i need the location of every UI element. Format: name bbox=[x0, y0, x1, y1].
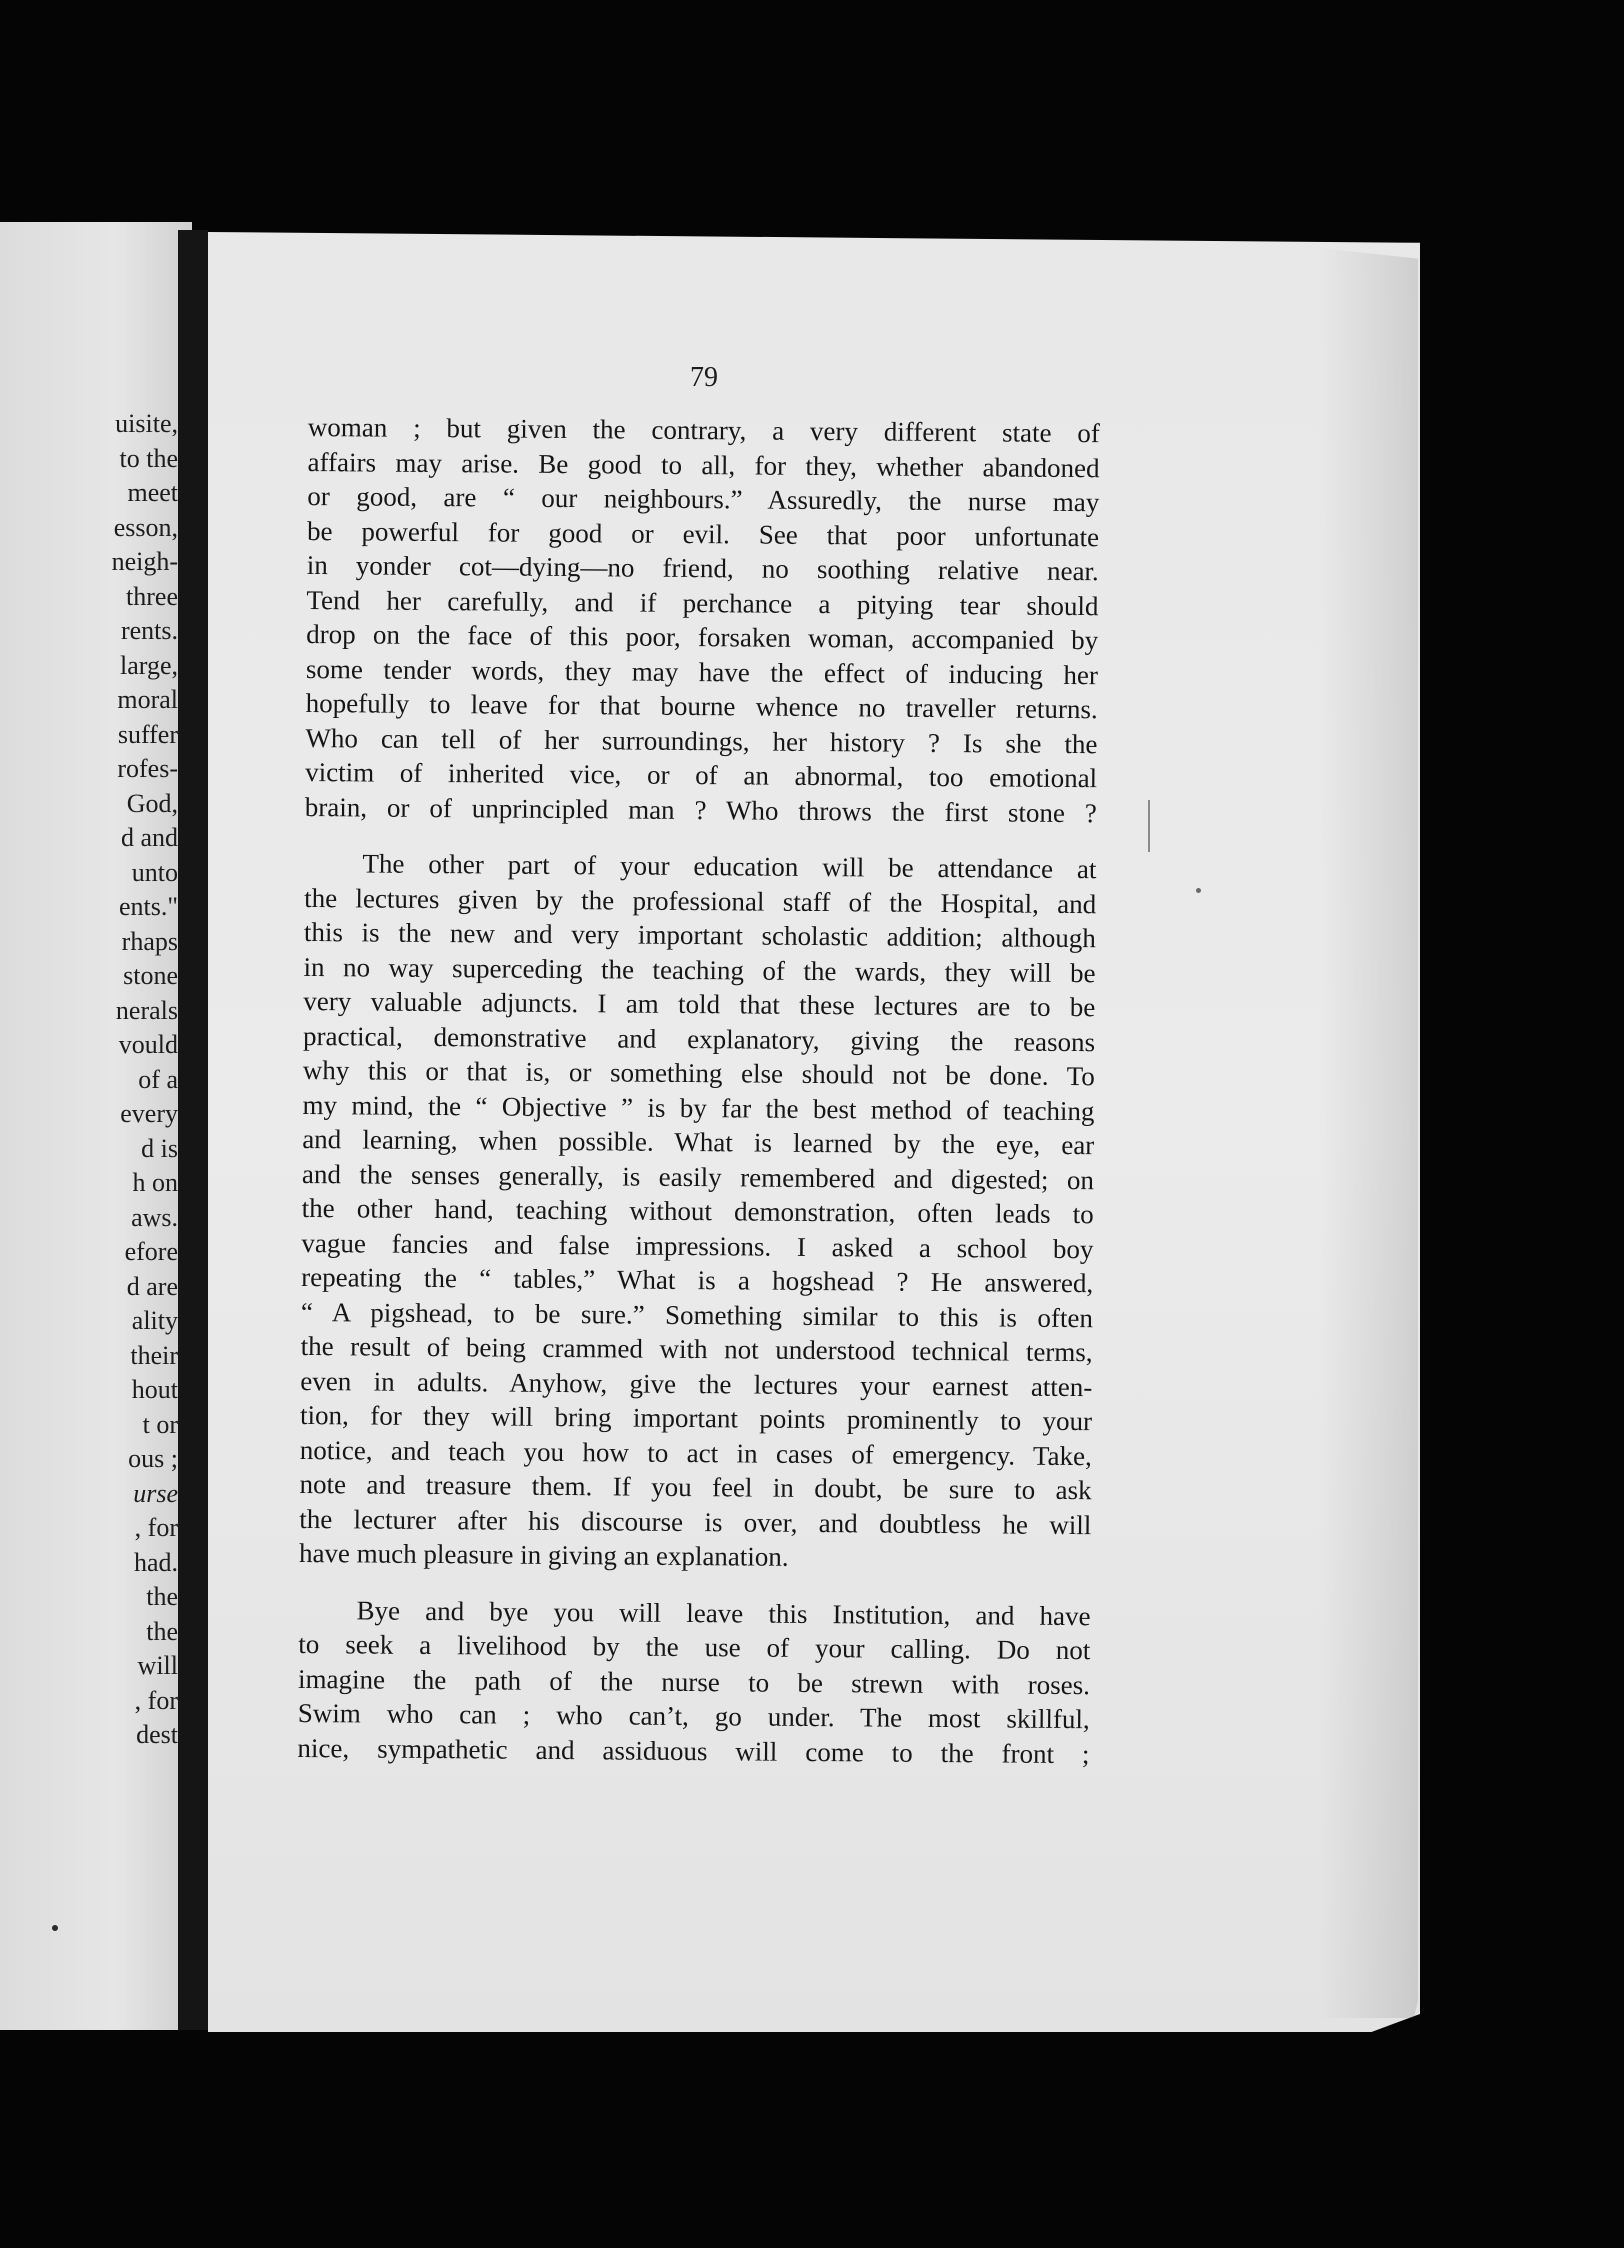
text-line: note and treasure them. If you feel in doubt, be sure to ask bbox=[299, 1468, 1092, 1506]
text-line: repeating the “ tables,” What is a hogshead ? He answered, bbox=[301, 1261, 1094, 1299]
left-fragment: rhaps bbox=[121, 926, 178, 956]
text-line: in yonder cot—dying—no friend, no soothing relative near. bbox=[306, 549, 1099, 587]
text-line: some tender words, they may have the effect of inducing her bbox=[305, 653, 1099, 690]
left-fragment: neigh- bbox=[111, 547, 178, 576]
text-line: why this or that is, or something else should not be done. To bbox=[302, 1054, 1095, 1092]
left-fragment: rents. bbox=[120, 616, 178, 645]
left-fragment: uisite, bbox=[115, 409, 178, 438]
text-line: this is the new and very important scholastic addition; although bbox=[303, 916, 1096, 954]
left-fragment: vould bbox=[118, 1030, 178, 1059]
text-line: tion, for they will bring important points prominently to your bbox=[299, 1399, 1093, 1437]
left-fragment: ents." bbox=[119, 892, 178, 921]
text-line: even in adults. Anyhow, give the lectures your earnest atten- bbox=[300, 1365, 1093, 1402]
text-line: victim of inherited vice, or of an abnormal, too emotional bbox=[305, 756, 1098, 794]
page-edge-shadow bbox=[1318, 248, 1418, 2018]
left-fragment: d are bbox=[126, 1271, 178, 1301]
text-line: vague fancies and false impressions. I asked a school boy bbox=[301, 1227, 1094, 1264]
left-facing-page bbox=[0, 222, 192, 2030]
text-line: imagine the path of the nurse to be strewn with roses. bbox=[297, 1663, 1091, 1700]
left-fragment: h on bbox=[132, 1168, 178, 1197]
text-line: the lecturer after his discourse is over, and doubtless he will bbox=[299, 1503, 1092, 1540]
text-line: “ A pigshead, to be sure.” Something similar to this is often bbox=[300, 1296, 1094, 1333]
text-line: practical, demonstrative and explanatory, giving the reasons bbox=[302, 1020, 1096, 1057]
text-line: the other hand, teaching without demonstration, often leads to bbox=[301, 1192, 1094, 1230]
page-number: 79 bbox=[690, 362, 718, 393]
left-fragment: d is bbox=[141, 1133, 178, 1163]
left-fragment: will bbox=[137, 1651, 178, 1680]
left-fragment: of a bbox=[138, 1064, 178, 1094]
text-line: Swim who can ; who can’t, go under. The most skillful, bbox=[297, 1697, 1090, 1735]
body-text bbox=[297, 410, 1100, 1771]
left-fragment: ous ; bbox=[128, 1444, 178, 1473]
text-line: woman ; but given the contrary, a very different state of bbox=[307, 411, 1100, 449]
left-fragment: moral bbox=[117, 685, 178, 714]
left-fragment: ality bbox=[131, 1306, 178, 1335]
left-fragment: urse bbox=[133, 1478, 178, 1508]
scan-speck bbox=[1196, 888, 1201, 893]
scan-speck bbox=[1148, 800, 1150, 852]
text-line: affairs may arise. Be good to all, for they, whether abandoned bbox=[307, 446, 1100, 483]
paragraph-3 bbox=[297, 1592, 1090, 1771]
left-fragment: suffer bbox=[117, 719, 178, 749]
left-fragment: rofes- bbox=[117, 754, 178, 783]
text-line: nice, sympathetic and assiduous will come to the front ; bbox=[297, 1732, 1090, 1769]
left-fragment: meet bbox=[127, 478, 178, 507]
text-line: the result of being crammed with not understood technical terms, bbox=[300, 1330, 1093, 1368]
left-fragment: large, bbox=[120, 650, 178, 680]
text-line: drop on the face of this poor, forsaken woman, accompanied by bbox=[306, 618, 1099, 656]
text-line: brain, or of unprincipled man ? Who throws the first stone ? bbox=[304, 791, 1097, 828]
text-line: the lectures given by the professional staff of the Hospital, and bbox=[304, 882, 1097, 919]
paragraph-2 bbox=[299, 846, 1097, 1577]
text-line: Who can tell of her surroundings, her history ? Is she the bbox=[305, 722, 1098, 759]
left-fragment: hout bbox=[131, 1375, 178, 1404]
text-line: very valuable adjuncts. I am told that these lectures are to be bbox=[303, 985, 1096, 1023]
left-fragment: aws. bbox=[131, 1202, 178, 1232]
text-line: notice, and teach you how to act in cases of emergency. Take, bbox=[299, 1434, 1092, 1471]
left-fragment: , for bbox=[134, 1513, 178, 1542]
left-fragment: t or bbox=[142, 1409, 178, 1439]
left-fragment: every bbox=[120, 1099, 178, 1128]
text-line: and learning, when possible. What is learned by the eye, ear bbox=[302, 1123, 1095, 1161]
left-fragment: d and bbox=[120, 823, 178, 852]
left-fragment: esson, bbox=[113, 512, 178, 542]
scan-speck bbox=[52, 1925, 58, 1931]
left-fragment: , for bbox=[134, 1685, 178, 1715]
left-fragment: the bbox=[146, 1582, 178, 1611]
text-line: Tend her carefully, and if perchance a pitying tear should bbox=[306, 584, 1099, 621]
text-line: to seek a livelihood by the use of your calling. Do not bbox=[298, 1628, 1091, 1666]
left-fragment: three bbox=[126, 581, 178, 611]
left-fragment: the bbox=[146, 1616, 178, 1646]
text-line: and the senses generally, is easily remembered and digested; on bbox=[301, 1158, 1095, 1195]
paragraph-1 bbox=[305, 410, 1100, 830]
left-fragment: nerals bbox=[115, 995, 178, 1025]
text-line: The other part of your education will be attendance at bbox=[362, 848, 1097, 885]
text-line: have much pleasure in giving an explanation. bbox=[298, 1537, 789, 1572]
text-line: hopefully to leave for that bourne whence no traveller returns. bbox=[305, 687, 1098, 725]
left-fragment: their bbox=[130, 1340, 178, 1370]
book-binding-gutter bbox=[178, 230, 208, 2030]
left-fragment: to the bbox=[119, 443, 178, 473]
text-line: or good, are “ our neighbours.” Assuredly, the nurse may bbox=[307, 480, 1100, 518]
left-fragment: stone bbox=[123, 961, 178, 990]
left-fragment: unto bbox=[131, 857, 178, 887]
left-fragment: God, bbox=[126, 788, 178, 818]
text-line: be powerful for good or evil. See that poor unfortunate bbox=[306, 515, 1100, 552]
text-line: in no way superceding the teaching of the wards, they will be bbox=[303, 951, 1096, 988]
left-fragment: efore bbox=[124, 1237, 178, 1266]
left-page-text-fragments bbox=[112, 407, 178, 1753]
left-fragment: had. bbox=[133, 1547, 178, 1577]
text-line: my mind, the “ Objective ” is by far the best method of teaching bbox=[302, 1089, 1095, 1126]
left-fragment: dest bbox=[136, 1720, 178, 1749]
text-line: Bye and bye you will leave this Institution, and have bbox=[356, 1594, 1091, 1631]
